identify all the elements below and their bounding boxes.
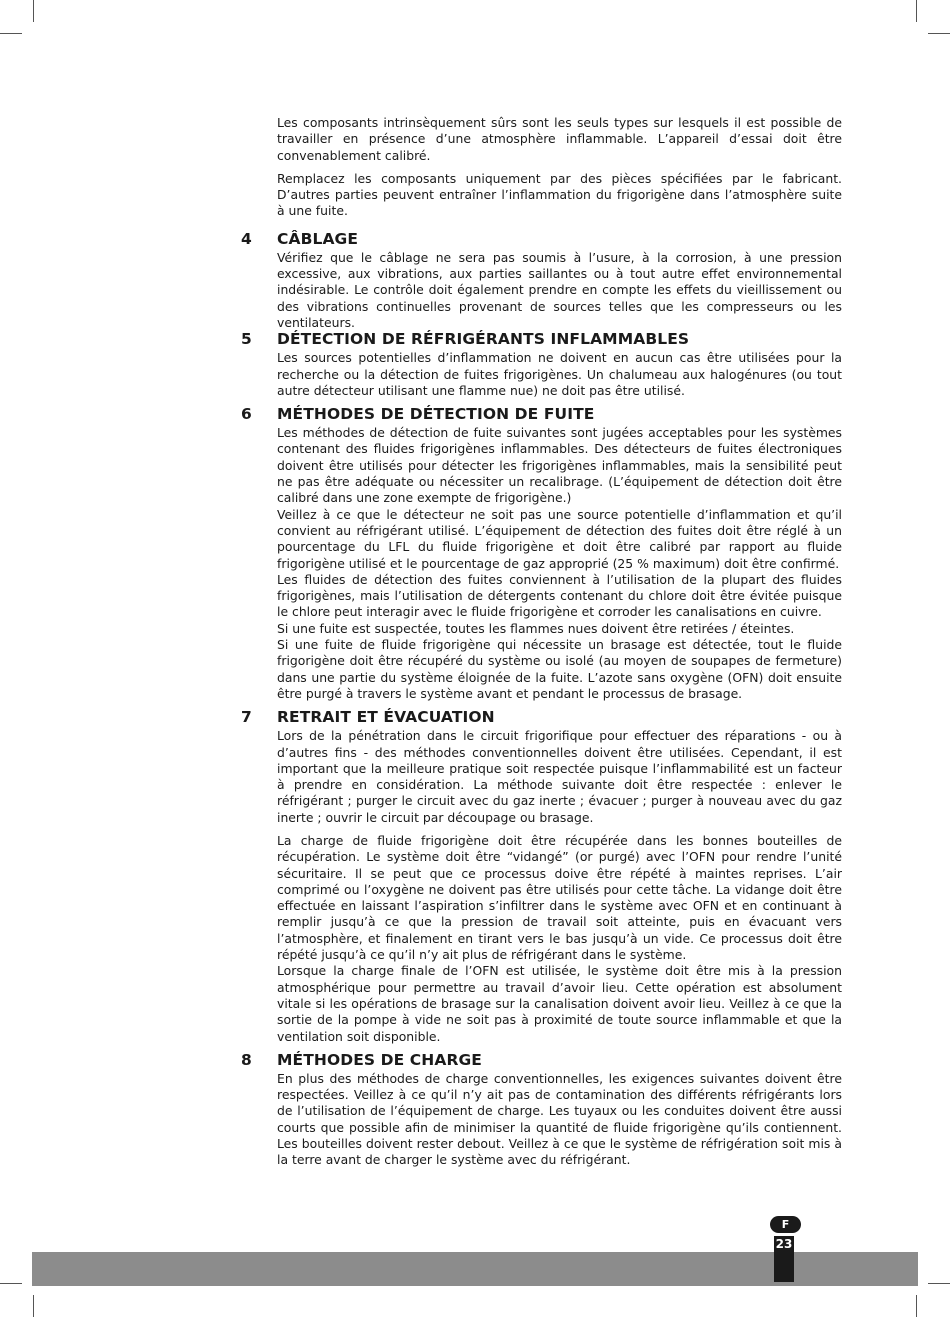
section-number: 5: [241, 330, 252, 349]
section-number: 6: [241, 405, 252, 424]
section-paragraph: Les sources potentielles d’inflammation ne doivent en aucun cas être utilisées pour la recherche ou la détection de fuites frigorigènes. Un chalumeau aux halogénures (ou tout autre détecteur utilisant une flamme nue) ne doit pas être utilisé.: [277, 350, 842, 398]
section-paragraph: Les fluides de détection des fuites conviennent à l’utilisation de la plupart des fluides frigorigènes, mais l’utilisation de détergents contenant du chlore doit être évitée puisque le chlore peut interagir avec le fluide frigorigène et corroder les canalisations en cuivre.: [277, 571, 842, 620]
section-paragraph: Les méthodes de détection de fuite suivantes sont jugées acceptables pour les systèmes contenant des fluides frigorigènes inflammables. Des détecteurs de fuites électroniques doivent être utilisés pour détecter les frigorigènes inflammables, mais la sensibilité peut ne pas être adéquate ou nécessiter un recalibrage. (L’équipement de détection doit être calibré dans une zone exempte de frigorigène.): [277, 425, 842, 506]
section-paragraph: En plus des méthodes de charge conventionnelles, les exigences suivantes doivent être respectées. Veillez à ce qu’il n’y ait pas de contamination des différents réfrigérants lors de l’utilisation de l’équipement de charge. Les tuyaux ou les conduites doivent être aussi courts que possible afin de minimiser la quantité de fluide frigorigène qu’ils contiennent. Les bouteilles doivent rester debout. Veillez à ce que le système de réfrigération soit mis à la terre avant de charger le système avec du réfrigérant.: [277, 1070, 842, 1168]
section-paragraph: Lorsque la charge finale de l’OFN est utilisée, le système doit être mis à la pression atmosphérique pour permettre au travail d’avoir lieu. Cette opération est absolument vitale si les opérations de brasage sur la canalisation doivent avoir lieu. Veillez à ce que la sortie de la pompe à vide ne soit pas à proximité de toute source inflammable et que la ventilation soit disponible.: [277, 963, 842, 1044]
section-paragraph: Si une fuite est suspectée, toutes les flammes nues doivent être retirées / éteintes.: [277, 620, 795, 636]
section-detection-refrigerants: [241, 329, 842, 399]
section-paragraph: Veillez à ce que le détecteur ne soit pas une source potentielle d’inflammation et qu’il convient au réfrigérant utilisé. L’équipement de détection des fuites doit être réglé à un pourcentage du LFL du fluide frigorigène et doit être calibré par rapport au fluide frigorigène utilisé et le pourcentage de gaz approprié (25 % maximum) doit être confirmé.: [277, 506, 842, 571]
crop-mark: [928, 1283, 950, 1284]
intro-paragraph: Remplacez les composants uniquement par des pièces spécifiées par le fabricant. D’autres parties peuvent entraîner l’inflammation du frigorigène dans l’atmosphère suite à une fuite.: [277, 170, 842, 219]
section-paragraph: La charge de fluide frigorigène doit être récupérée dans les bonnes bouteilles de récupération. Le système doit être “vidangé” (or purgé) avec l’OFN pour rendre l’unité sécuritaire. Il se peut que ce processus doive être répété à maintes reprises. L’air comprimé ou l’oxygène ne doivent pas être utilisés pour cette tâche. La vidange doit être effectuée en laissant l’aspiration s’infiltrer dans le système avec OFN et en continuant à remplir jusqu’à ce que la pression de travail soit atteinte, puis en évacuant vers l’atmosphère, et finalement en tirant vers le bas jusqu’à un vide. Ce processus doit être répété jusqu’à ce qu’il n’y ait plus de réfrigérant dans le système.: [277, 832, 842, 963]
section-methodes-detection: [241, 404, 842, 702]
section-title: MÉTHODES DE CHARGE: [277, 1050, 482, 1069]
crop-mark: [0, 33, 22, 34]
crop-mark: [0, 1283, 22, 1284]
section-number: 8: [241, 1050, 252, 1069]
document-body: [241, 115, 842, 1169]
crop-mark: [33, 1295, 34, 1317]
section-paragraph: Si une fuite de fluide frigorigène qui nécessite un brasage est détectée, tout le fluide frigorigène doit être récupéré du système ou isolé (au moyen de soupapes de fermeture) dans une partie du système éloignée de la fuite. L’azote sans oxygène (OFN) doit ensuite être purgé à travers le système avant et pendant le processus de brasage.: [277, 637, 842, 701]
section-title: DÉTECTION DE RÉFRIGÉRANTS INFLAMMABLES: [277, 330, 690, 349]
section-retrait-evacuation: [241, 707, 842, 1045]
intro-paragraph: Les composants intrinsèquement sûrs sont les seuls types sur lesquels il est possible de travailler en présence d’une atmosphère inflammable. L’appareil d’essai doit être convenablement calibré.: [277, 115, 842, 163]
section-title: RETRAIT ET ÉVACUATION: [277, 708, 495, 727]
section-number: 4: [241, 229, 252, 248]
crop-mark: [916, 1295, 917, 1317]
section-paragraph: Vérifiez que le câblage ne sera pas soumis à l’usure, à la corrosion, à une pression excessive, aux vibrations, aux parties saillantes ou à tout autre effet environnemental indésirable. Le contrôle doit également prendre en compte les effets du vieillissement ou des vibrations continuelles provenant de sources telles que les compresseurs ou les ventilateurs.: [277, 249, 842, 330]
crop-mark: [33, 0, 34, 22]
language-badge: F: [770, 1216, 801, 1233]
crop-mark: [916, 0, 917, 22]
crop-mark: [928, 33, 950, 34]
section-number: 7: [241, 708, 252, 727]
section-cablage: [241, 229, 842, 331]
section-methodes-charge: [241, 1050, 842, 1169]
section-paragraph: Lors de la pénétration dans le circuit frigorifique pour effectuer des réparations - ou à d’autres fins - des méthodes conventionnelles doivent être utilisées. Cependant, il est important que la meilleure pratique soit respectée puisque l’inflammabilité est un facteur à prendre en considération. La méthode suivante doit être respectée : enlever le réfrigérant ; purger le circuit avec du gaz inerte ; évacuer ; purger à nouveau avec du gaz inerte ; ouvrir le circuit par découpage ou brasage.: [277, 728, 842, 825]
section-title: MÉTHODES DE DÉTECTION DE FUITE: [277, 405, 595, 424]
page-number: 23: [774, 1236, 794, 1282]
section-title: CÂBLAGE: [277, 229, 359, 248]
